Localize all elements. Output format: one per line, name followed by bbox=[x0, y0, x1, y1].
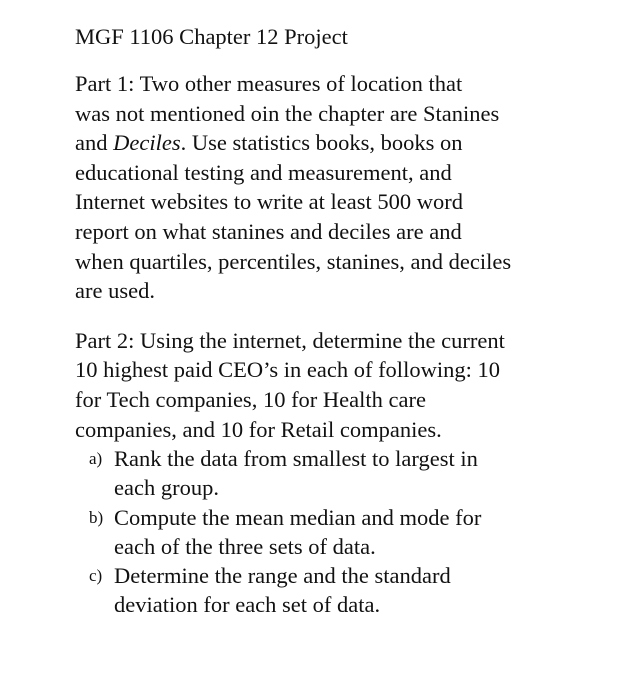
part2-task-list bbox=[75, 444, 615, 619]
list-item: b) Compute the mean median and mode for each of the three sets of data. bbox=[89, 504, 482, 559]
document-page bbox=[75, 22, 615, 619]
part1-line-8: are used. bbox=[75, 278, 155, 304]
part1-line-5: Internet websites to write at least 500 word bbox=[75, 189, 464, 215]
list-item: a) Rank the data from smallest to largest in each group. bbox=[89, 446, 478, 501]
list-marker: a) bbox=[89, 449, 103, 469]
part2-line-1: Part 2: Using the internet, determine the current bbox=[75, 327, 505, 353]
list-marker: b) bbox=[89, 507, 104, 527]
part1-line-4: educational testing and measurement, and bbox=[75, 159, 452, 185]
part2-line-4: companies, and 10 for Retail companies. bbox=[75, 416, 442, 442]
deciles-emphasis: Deciles bbox=[113, 130, 181, 156]
part1-line-7: when quartiles, percentiles, stanines, and deciles bbox=[75, 248, 512, 274]
part1-line-3: and Deciles. Use statistics books, books on bbox=[75, 130, 463, 156]
part1-line-1: Part 1: Two other measures of location that bbox=[75, 71, 463, 96]
part2-paragraph bbox=[75, 326, 615, 620]
document-title: MGF 1106 Chapter 12 Project bbox=[75, 24, 348, 49]
list-item: c) Determine the range and the standard deviation for each set of data. bbox=[89, 562, 451, 618]
part2-label: Part 2: bbox=[75, 327, 135, 353]
part1-paragraph bbox=[75, 69, 615, 306]
list-marker: c) bbox=[89, 565, 103, 585]
part1-line-2: was not mentioned oin the chapter are Stanines bbox=[75, 100, 500, 126]
part1-label: Part 1: bbox=[75, 71, 135, 96]
part1-line-6: report on what stanines and deciles are and bbox=[75, 218, 462, 244]
part2-line-3: for Tech companies, 10 for Health care bbox=[75, 386, 426, 412]
part2-line-2: 10 highest paid CEO’s in each of following: 10 bbox=[75, 357, 500, 383]
